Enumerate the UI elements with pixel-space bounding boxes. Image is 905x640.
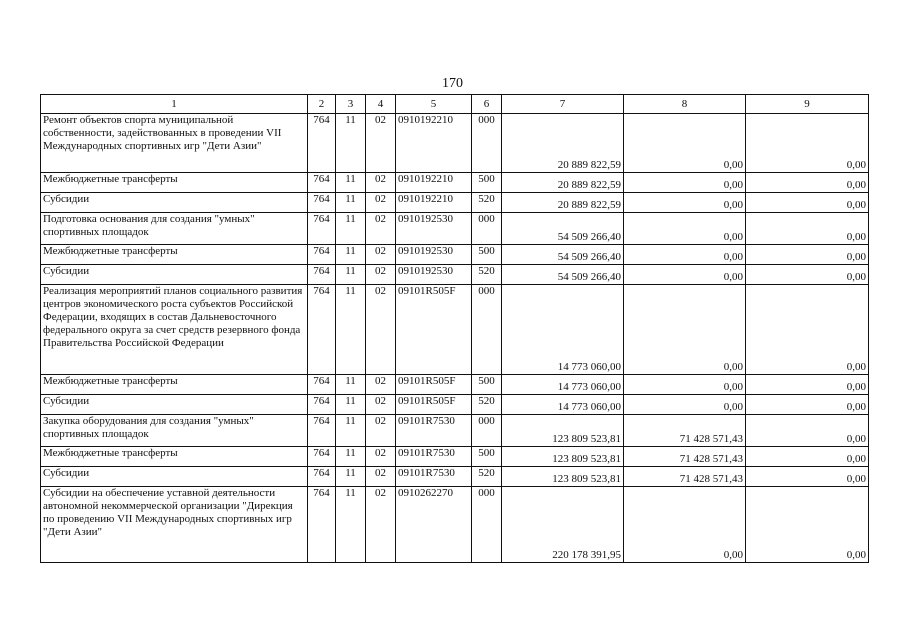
type-code: 000 [472, 487, 502, 563]
row-name: Субсидии [41, 193, 308, 213]
ministry-code: 764 [308, 114, 336, 173]
ministry-code: 764 [308, 487, 336, 563]
target-code: 0910192530 [396, 245, 472, 265]
table-row [41, 447, 869, 467]
table-row [41, 114, 869, 173]
type-code: 000 [472, 213, 502, 245]
subsection-code: 02 [366, 487, 396, 563]
subsection-code: 02 [366, 375, 396, 395]
column-header: 8 [624, 95, 746, 114]
target-code: 0910192210 [396, 114, 472, 173]
amount-col9: 0,00 [746, 213, 869, 245]
amount-col8: 0,00 [624, 487, 746, 563]
column-header: 7 [502, 95, 624, 114]
column-header: 2 [308, 95, 336, 114]
subsection-code: 02 [366, 467, 396, 487]
subsection-code: 02 [366, 193, 396, 213]
target-code: 0910262270 [396, 487, 472, 563]
amount-col8: 0,00 [624, 114, 746, 173]
ministry-code: 764 [308, 415, 336, 447]
row-name: Ремонт объектов спорта муниципальной собственности, задействованных в проведении VII Международных спортивных игр "Дети Азии" [41, 114, 308, 173]
header-row [41, 95, 869, 114]
column-header: 9 [746, 95, 869, 114]
amount-col9: 0,00 [746, 467, 869, 487]
type-code: 520 [472, 395, 502, 415]
row-name: Межбюджетные трансферты [41, 173, 308, 193]
amount-col8: 0,00 [624, 395, 746, 415]
amount-col9: 0,00 [746, 395, 869, 415]
budget-table [40, 94, 869, 563]
amount-col7: 14 773 060,00 [502, 285, 624, 375]
type-code: 500 [472, 245, 502, 265]
table-row [41, 375, 869, 395]
type-code: 520 [472, 193, 502, 213]
target-code: 09101R7530 [396, 415, 472, 447]
section-code: 11 [336, 487, 366, 563]
subsection-code: 02 [366, 265, 396, 285]
ministry-code: 764 [308, 245, 336, 265]
amount-col8: 71 428 571,43 [624, 415, 746, 447]
section-code: 11 [336, 245, 366, 265]
ministry-code: 764 [308, 213, 336, 245]
table-row [41, 265, 869, 285]
amount-col8: 0,00 [624, 375, 746, 395]
amount-col9: 0,00 [746, 114, 869, 173]
section-code: 11 [336, 375, 366, 395]
amount-col9: 0,00 [746, 447, 869, 467]
column-header: 1 [41, 95, 308, 114]
row-name: Субсидии [41, 265, 308, 285]
row-name: Подготовка основания для создания "умных" спортивных площадок [41, 213, 308, 245]
section-code: 11 [336, 285, 366, 375]
type-code: 000 [472, 415, 502, 447]
amount-col7: 14 773 060,00 [502, 395, 624, 415]
amount-col7: 123 809 523,81 [502, 447, 624, 467]
column-header: 6 [472, 95, 502, 114]
subsection-code: 02 [366, 173, 396, 193]
type-code: 500 [472, 173, 502, 193]
page-number: 170 [442, 76, 463, 91]
table-row [41, 285, 869, 375]
target-code: 09101R505F [396, 375, 472, 395]
amount-col9: 0,00 [746, 245, 869, 265]
amount-col7: 20 889 822,59 [502, 173, 624, 193]
target-code: 0910192210 [396, 193, 472, 213]
amount-col9: 0,00 [746, 173, 869, 193]
ministry-code: 764 [308, 265, 336, 285]
amount-col8: 0,00 [624, 245, 746, 265]
row-name: Межбюджетные трансферты [41, 245, 308, 265]
table-row [41, 395, 869, 415]
amount-col8: 0,00 [624, 265, 746, 285]
subsection-code: 02 [366, 447, 396, 467]
table-row [41, 415, 869, 447]
row-name: Межбюджетные трансферты [41, 375, 308, 395]
table-row [41, 173, 869, 193]
type-code: 000 [472, 114, 502, 173]
section-code: 11 [336, 114, 366, 173]
ministry-code: 764 [308, 285, 336, 375]
amount-col9: 0,00 [746, 193, 869, 213]
row-name: Межбюджетные трансферты [41, 447, 308, 467]
row-name: Реализация мероприятий планов социального развития центров экономического роста субъектов Российской Федерации, входящих в состав Дальневосточного федерального округа за счет средств резервного фонда Правительства Российской Федерации [41, 285, 308, 375]
ministry-code: 764 [308, 395, 336, 415]
section-code: 11 [336, 467, 366, 487]
target-code: 09101R7530 [396, 447, 472, 467]
amount-col7: 220 178 391,95 [502, 487, 624, 563]
subsection-code: 02 [366, 285, 396, 375]
column-header: 3 [336, 95, 366, 114]
section-code: 11 [336, 395, 366, 415]
ministry-code: 764 [308, 375, 336, 395]
amount-col7: 54 509 266,40 [502, 245, 624, 265]
target-code: 0910192530 [396, 213, 472, 245]
target-code: 09101R505F [396, 285, 472, 375]
column-header: 4 [366, 95, 396, 114]
target-code: 09101R505F [396, 395, 472, 415]
section-code: 11 [336, 193, 366, 213]
type-code: 500 [472, 375, 502, 395]
amount-col7: 20 889 822,59 [502, 193, 624, 213]
row-name: Закупка оборудования для создания "умных" спортивных площадок [41, 415, 308, 447]
section-code: 11 [336, 173, 366, 193]
section-code: 11 [336, 447, 366, 467]
table-row [41, 487, 869, 563]
table-row [41, 245, 869, 265]
target-code: 0910192210 [396, 173, 472, 193]
row-name: Субсидии на обеспечение уставной деятельности автономной некоммерческой организации "Дирекция по проведению VII Международных спортивных игр "Дети Азии" [41, 487, 308, 563]
table-row [41, 193, 869, 213]
target-code: 09101R7530 [396, 467, 472, 487]
amount-col9: 0,00 [746, 415, 869, 447]
subsection-code: 02 [366, 395, 396, 415]
subsection-code: 02 [366, 213, 396, 245]
row-name: Субсидии [41, 395, 308, 415]
amount-col7: 54 509 266,40 [502, 213, 624, 245]
row-name: Субсидии [41, 467, 308, 487]
ministry-code: 764 [308, 193, 336, 213]
table-row [41, 213, 869, 245]
amount-col9: 0,00 [746, 265, 869, 285]
section-code: 11 [336, 415, 366, 447]
amount-col7: 20 889 822,59 [502, 114, 624, 173]
amount-col7: 54 509 266,40 [502, 265, 624, 285]
ministry-code: 764 [308, 447, 336, 467]
section-code: 11 [336, 213, 366, 245]
amount-col9: 0,00 [746, 487, 869, 563]
amount-col9: 0,00 [746, 375, 869, 395]
subsection-code: 02 [366, 114, 396, 173]
column-header: 5 [396, 95, 472, 114]
amount-col7: 123 809 523,81 [502, 415, 624, 447]
amount-col7: 14 773 060,00 [502, 375, 624, 395]
target-code: 0910192530 [396, 265, 472, 285]
section-code: 11 [336, 265, 366, 285]
amount-col7: 123 809 523,81 [502, 467, 624, 487]
subsection-code: 02 [366, 245, 396, 265]
type-code: 520 [472, 467, 502, 487]
amount-col9: 0,00 [746, 285, 869, 375]
amount-col8: 71 428 571,43 [624, 447, 746, 467]
ministry-code: 764 [308, 467, 336, 487]
subsection-code: 02 [366, 415, 396, 447]
table-row [41, 467, 869, 487]
amount-col8: 0,00 [624, 193, 746, 213]
amount-col8: 0,00 [624, 285, 746, 375]
type-code: 520 [472, 265, 502, 285]
type-code: 500 [472, 447, 502, 467]
amount-col8: 0,00 [624, 173, 746, 193]
amount-col8: 0,00 [624, 213, 746, 245]
amount-col8: 71 428 571,43 [624, 467, 746, 487]
ministry-code: 764 [308, 173, 336, 193]
type-code: 000 [472, 285, 502, 375]
